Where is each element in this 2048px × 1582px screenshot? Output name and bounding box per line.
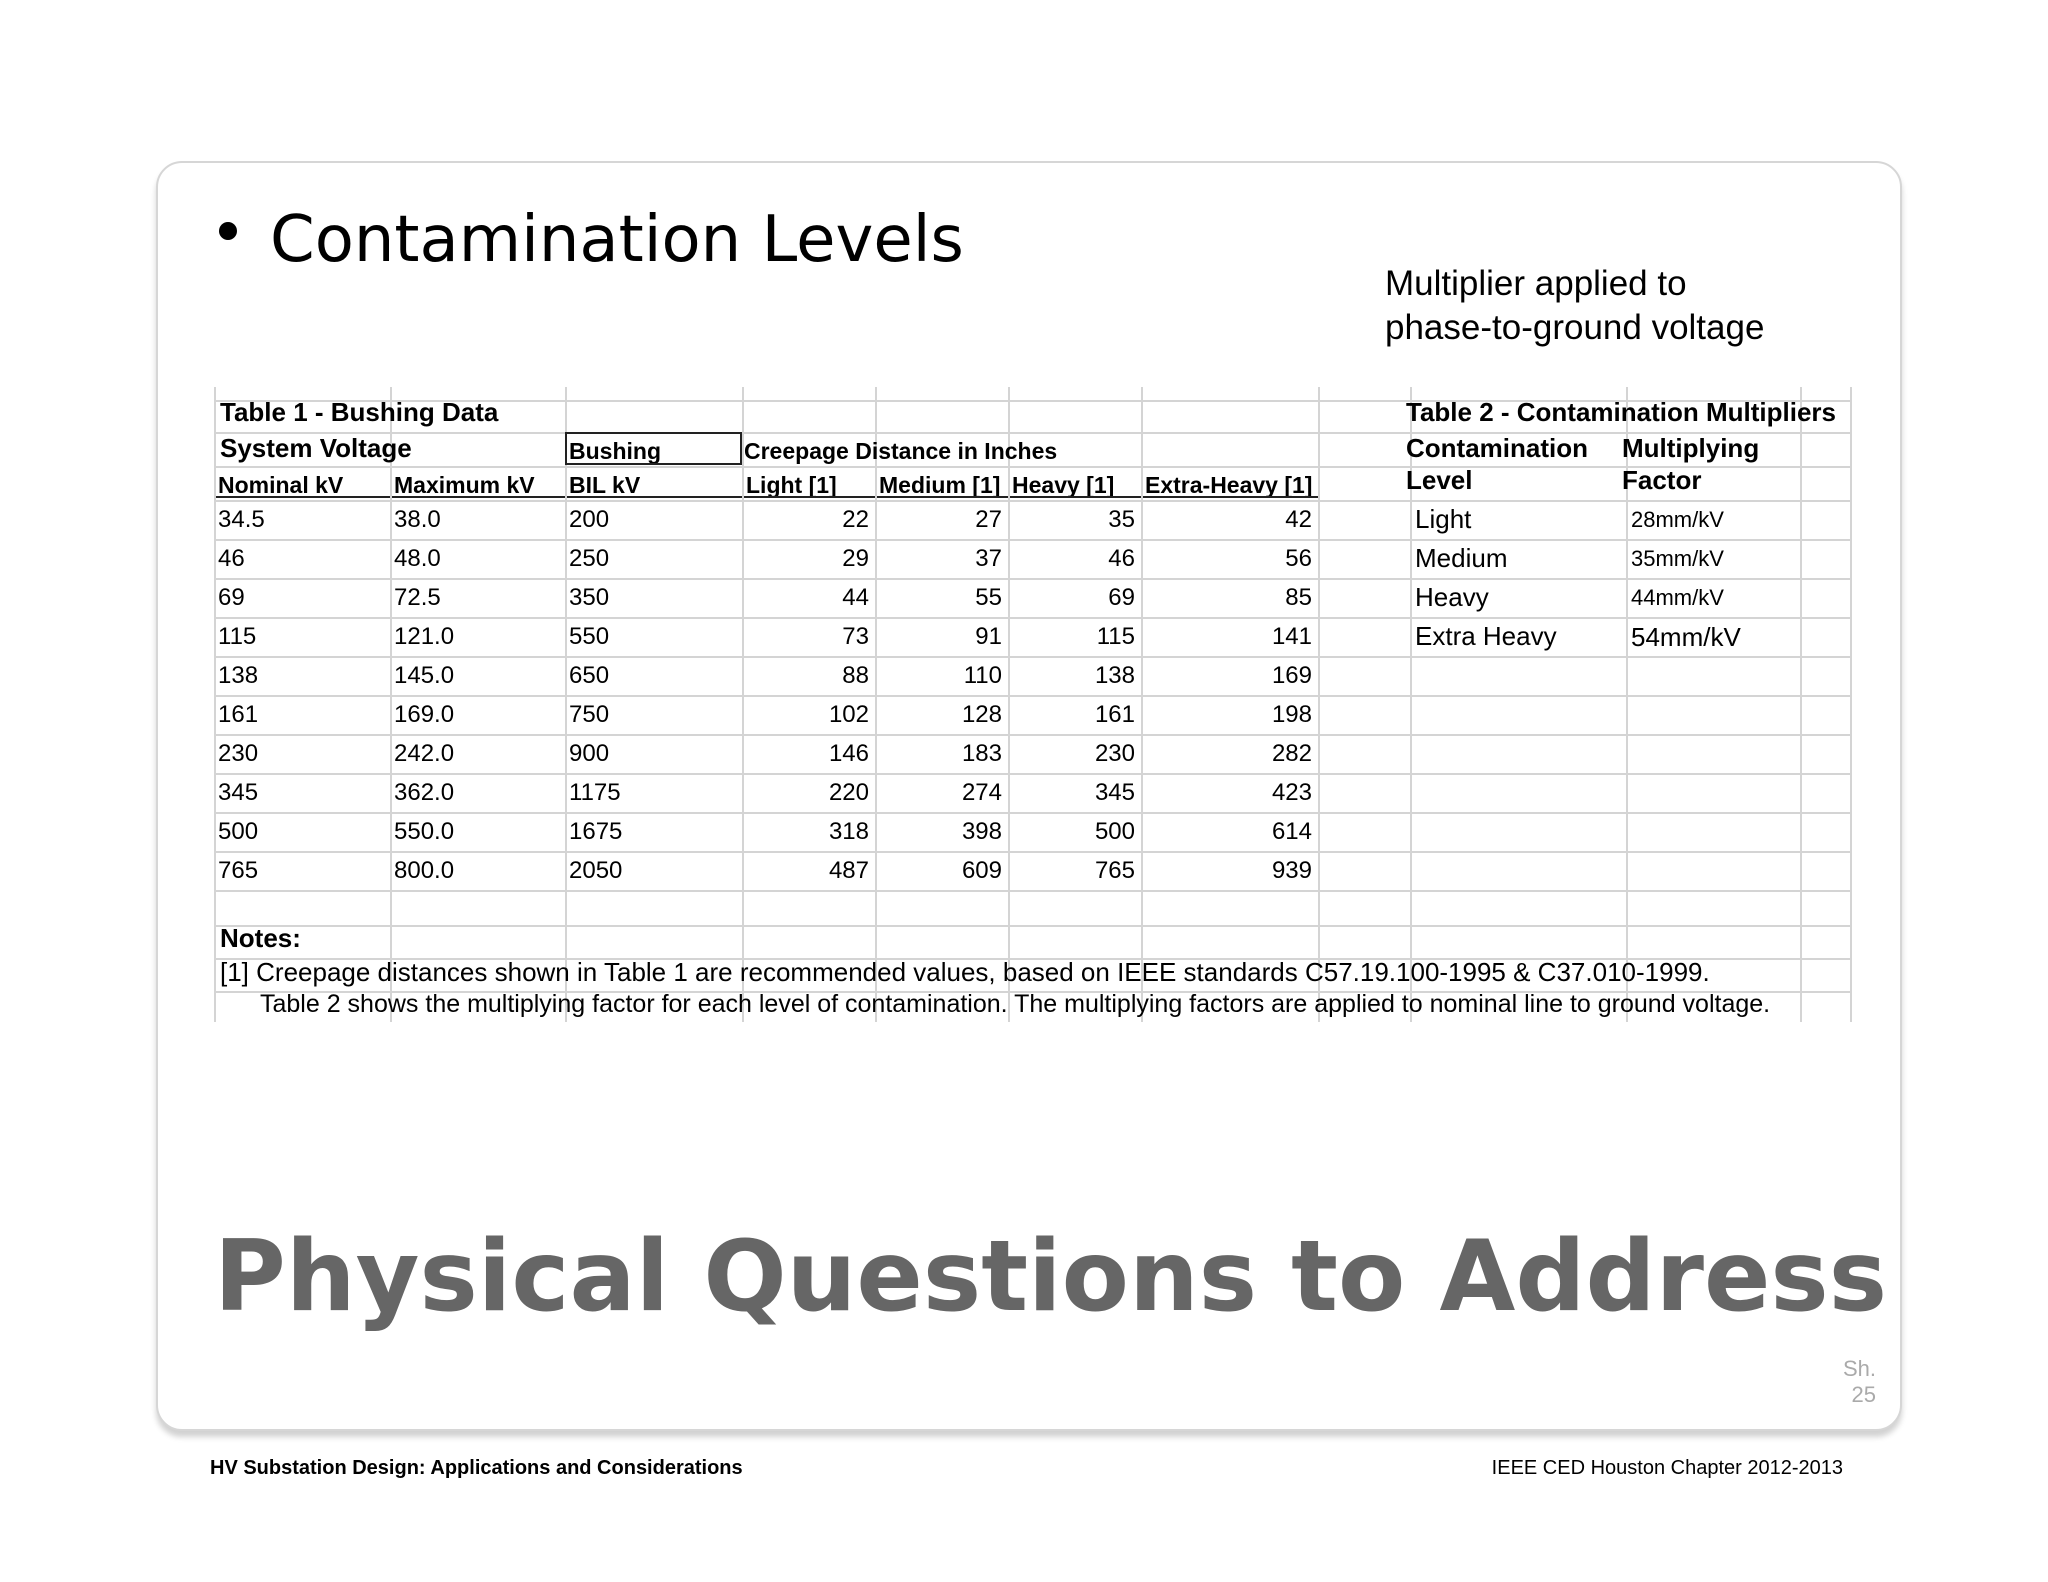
table1-cell: 650	[569, 662, 610, 689]
table1-cell: 423	[1271, 779, 1312, 806]
grid-row-line	[214, 851, 1850, 853]
table1-cell: 161	[1094, 701, 1135, 728]
table1-title: Table 1 - Bushing Data	[220, 397, 499, 427]
table1-cell: 362.0	[394, 779, 455, 806]
table2-factor-cell: 54mm/kV	[1631, 622, 1741, 652]
table1-cell: 609	[961, 857, 1002, 884]
multiplier-note	[1385, 262, 1764, 350]
grid-column-line	[1800, 387, 1802, 1022]
table1-cell: 37	[975, 545, 1002, 572]
table1-cell: 800.0	[394, 857, 455, 884]
table1-cell: 614	[1271, 818, 1312, 845]
table1-cell: 765	[218, 857, 259, 884]
grid-column-line	[214, 387, 216, 1022]
table1-cell: 345	[218, 779, 259, 806]
table2-level-cell: Extra Heavy	[1415, 621, 1557, 651]
table1-cell: 102	[828, 701, 869, 728]
sheet-number	[1843, 1356, 1876, 1408]
table1-cell: 318	[828, 818, 869, 845]
table2-header-level-line2: Level	[1406, 465, 1473, 495]
grid-column-line	[565, 387, 567, 1022]
table1-cell: 46	[1108, 545, 1135, 572]
system-voltage-header: System Voltage	[220, 433, 412, 463]
table1-column-header: Heavy [1]	[1012, 472, 1115, 498]
bullet-icon	[219, 222, 237, 240]
table2-header-factor-line1: Multiplying	[1622, 433, 1760, 463]
table1-cell: 29	[842, 545, 869, 572]
table2-level-cell: Light	[1415, 504, 1472, 534]
table1-cell: 46	[218, 545, 245, 572]
table1-cell: 500	[218, 818, 259, 845]
note-line-2: Table 2 shows the multiplying factor for each level of contamination. The multiplying factors are applied to nominal line to ground voltage.	[260, 990, 1771, 1018]
table1-cell: 56	[1285, 545, 1312, 572]
table1-cell: 282	[1271, 740, 1312, 767]
table1-cell: 34.5	[218, 506, 265, 533]
grid-row-line	[214, 890, 1850, 892]
grid-row-line	[214, 539, 1850, 541]
table1-cell: 350	[569, 584, 610, 611]
footer-course-title: HV Substation Design: Applications and Considerations	[210, 1457, 743, 1479]
table2-factor-cell: 35mm/kV	[1631, 546, 1724, 571]
table1-cell: 900	[569, 740, 610, 767]
grid-row-line	[214, 656, 1850, 658]
table1-cell: 169	[1271, 662, 1312, 689]
table1-column-header: Maximum kV	[394, 472, 535, 498]
grid-row-line	[214, 617, 1850, 619]
table1-cell: 110	[963, 662, 1002, 689]
grid-column-line	[1850, 387, 1852, 1022]
footer-chapter: IEEE CED Houston Chapter 2012-2013	[1491, 1457, 1843, 1479]
table2-factor-cell: 44mm/kV	[1631, 585, 1724, 610]
bushing-header: Bushing	[569, 438, 661, 464]
grid-column-line	[875, 387, 877, 1022]
table1-column-header: Extra-Heavy [1]	[1145, 472, 1313, 498]
table1-cell: 128	[961, 701, 1002, 728]
table1-cell: 274	[961, 779, 1002, 806]
table1-cell: 141	[1271, 623, 1312, 650]
grid-column-line	[1008, 387, 1010, 1022]
table1-cell: 250	[569, 545, 610, 572]
table1-cell: 2050	[569, 857, 623, 884]
table1-cell: 487	[828, 857, 869, 884]
sheet-label: Sh.	[1842, 1356, 1876, 1381]
table1-cell: 35	[1108, 506, 1135, 533]
table1-cell: 230	[1094, 740, 1135, 767]
table1-cell: 145.0	[394, 662, 455, 689]
grid-row-line	[214, 500, 1850, 502]
table1-cell: 121.0	[394, 623, 455, 650]
spreadsheet-image	[214, 387, 1850, 1022]
table1-cell: 550	[569, 623, 610, 650]
table1-cell: 345	[1094, 779, 1135, 806]
grid-row-line	[214, 734, 1850, 736]
table1-cell: 69	[218, 584, 245, 611]
table1-cell: 42	[1285, 506, 1312, 533]
multiplier-note-line1: Multiplier applied to	[1385, 264, 1687, 303]
grid-row-line	[214, 466, 1850, 468]
grid-row-line	[214, 925, 1850, 927]
table1-cell: 550.0	[394, 818, 455, 845]
table1-cell: 161	[218, 701, 259, 728]
table1-border	[214, 496, 1318, 498]
table1-cell: 138	[1094, 662, 1135, 689]
sheet-number-value: 25	[1851, 1382, 1876, 1407]
grid-row-line	[214, 432, 1850, 434]
slide-heading: Contamination Levels	[270, 203, 964, 277]
table1-cell: 38.0	[394, 506, 441, 533]
grid-column-line	[742, 387, 744, 1022]
table1-cell: 138	[218, 662, 259, 689]
multiplier-note-line2: phase-to-ground voltage	[1385, 308, 1765, 347]
creepage-header: Creepage Distance in Inches	[744, 438, 1058, 464]
table2-header-factor-line2: Factor	[1622, 465, 1702, 495]
grid-column-line	[1318, 387, 1320, 1022]
table1-column-header: Nominal kV	[218, 472, 344, 498]
table1-cell: 500	[1094, 818, 1135, 845]
table1-column-header: Light [1]	[746, 472, 837, 498]
table1-column-header: BIL kV	[569, 472, 641, 498]
table1-cell: 200	[569, 506, 610, 533]
section-title: Physical Questions to Address	[214, 1220, 1888, 1334]
table1-cell: 69	[1108, 584, 1135, 611]
table1-cell: 230	[218, 740, 259, 767]
table1-cell: 22	[842, 506, 869, 533]
table1-cell: 44	[842, 584, 869, 611]
table1-cell: 750	[569, 701, 610, 728]
note-line-1: [1] Creepage distances shown in Table 1 are recommended values, based on IEEE standards C57.19.100-1995 & C37.010-1999.	[220, 957, 1710, 987]
table1-cell: 115	[1096, 623, 1135, 650]
grid-row-line	[214, 773, 1850, 775]
table1-cell: 169.0	[394, 701, 455, 728]
table2-factor-cell: 28mm/kV	[1631, 507, 1724, 532]
table2-level-cell: Medium	[1415, 543, 1508, 573]
notes-title: Notes:	[220, 923, 301, 953]
table1-cell: 198	[1271, 701, 1312, 728]
table1-cell: 48.0	[394, 545, 441, 572]
table1-cell: 146	[828, 740, 869, 767]
table1-cell: 115	[218, 623, 257, 650]
bushing-header-box	[565, 432, 742, 465]
table1-cell: 242.0	[394, 740, 455, 767]
table1-cell: 91	[975, 623, 1002, 650]
grid-column-line	[1141, 387, 1143, 1022]
table1-column-header: Medium [1]	[879, 472, 1001, 498]
table1-cell: 939	[1271, 857, 1312, 884]
table2-level-cell: Heavy	[1415, 582, 1489, 612]
grid-column-line	[390, 387, 392, 1022]
table2-title: Table 2 - Contamination Multipliers	[1406, 397, 1836, 427]
grid-row-line	[214, 578, 1850, 580]
table1-cell: 765	[1094, 857, 1135, 884]
grid-row-line	[214, 695, 1850, 697]
table1-cell: 1175	[569, 779, 621, 806]
table1-cell: 220	[828, 779, 869, 806]
table1-cell: 73	[842, 623, 869, 650]
table2-header-level-line1: Contamination	[1406, 433, 1588, 463]
table1-cell: 398	[961, 818, 1002, 845]
grid-row-line	[214, 812, 1850, 814]
table1-cell: 85	[1285, 584, 1312, 611]
table1-cell: 72.5	[394, 584, 441, 611]
table1-cell: 55	[975, 584, 1002, 611]
table1-cell: 183	[961, 740, 1002, 767]
table1-cell: 1675	[569, 818, 623, 845]
table1-cell: 88	[842, 662, 869, 689]
table1-cell: 27	[975, 506, 1002, 533]
